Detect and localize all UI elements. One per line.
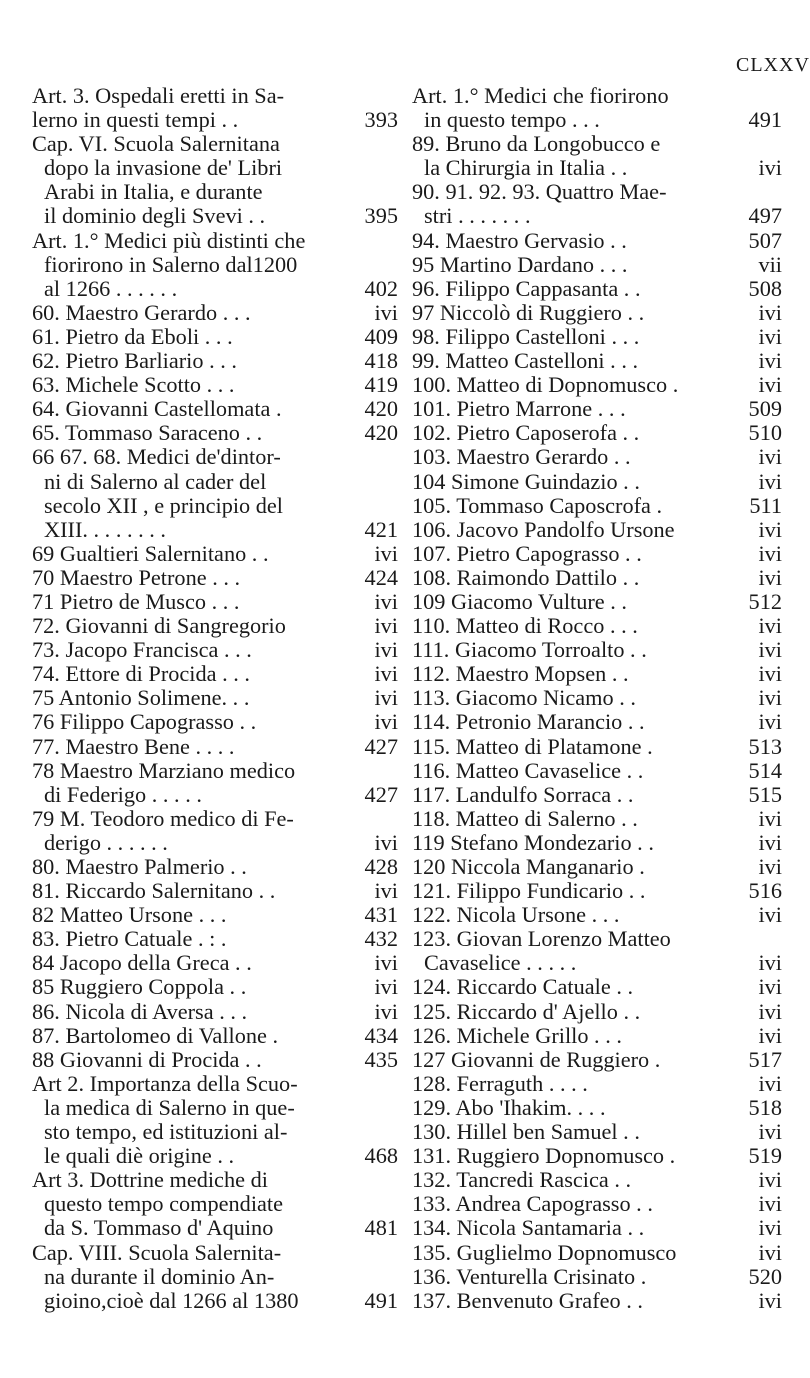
toc-entry-page: 402 [364, 275, 398, 301]
toc-entry [32, 204, 398, 228]
toc-entry-page: ivi [758, 155, 782, 181]
toc-entry [32, 1289, 398, 1313]
toc-entry-page: 424 [364, 564, 398, 590]
toc-entry-page: 409 [364, 323, 398, 349]
toc-entry-page: ivi [758, 516, 782, 542]
toc-entry [412, 470, 782, 494]
toc-entry [412, 975, 782, 999]
toc-entry-page: 507 [748, 227, 782, 253]
toc-entry-text: 77. Maestro Bene . . . . [32, 733, 235, 759]
toc-entry-page: 508 [748, 275, 782, 301]
toc-entry [412, 132, 782, 156]
toc-entry-text: 76 Filippo Capograsso . . [32, 709, 257, 735]
toc-entry [32, 710, 398, 734]
toc-entry-text: 108. Raimondo Dattilo . . [412, 564, 640, 590]
toc-entry-page: ivi [374, 299, 398, 325]
toc-entry-text: 130. Hillel ben Samuel . . [412, 1119, 640, 1145]
toc-entry [32, 397, 398, 421]
toc-entry-text: 125. Riccardo d' Ajello . . [412, 998, 641, 1024]
toc-entry [32, 1192, 398, 1216]
toc-entry-page: vii [758, 251, 782, 277]
toc-entry-text: 80. Maestro Palmerio . . [32, 854, 247, 879]
toc-entry-page: 419 [364, 372, 398, 398]
toc-entry-page: 434 [364, 1022, 398, 1048]
toc-entry-page: 519 [748, 1143, 782, 1169]
toc-entry-page: ivi [374, 878, 398, 904]
toc-entry-text: Cap. VIII. Scuola Salernita- [32, 1239, 282, 1265]
toc-entry-page: 427 [364, 781, 398, 807]
toc-entry-text: 110. Matteo di Rocco . . . [412, 613, 638, 639]
toc-entry-text: 135. Guglielmo Dopnomusco [412, 1239, 677, 1265]
toc-entry [32, 1144, 398, 1168]
toc-entry-text: sto tempo, ed istituzioni al- [44, 1119, 288, 1145]
toc-entry [412, 1168, 782, 1192]
toc-entry-text: 83. Pietro Catuale . : . [32, 926, 227, 952]
toc-entry-page: 491 [364, 1287, 398, 1313]
toc-entry [32, 951, 398, 975]
toc-entry-text: 70 Maestro Petrone . . . [32, 564, 241, 590]
toc-entry [32, 494, 398, 518]
toc-entry [412, 1000, 782, 1024]
toc-entry [412, 710, 782, 734]
toc-entry-page: 432 [364, 926, 398, 952]
toc-entry-page: 516 [748, 878, 782, 904]
toc-entry-text: 75 Antonio Solimene. . . [32, 685, 250, 711]
toc-entry-text: 113. Giacomo Nicamo . . [412, 685, 636, 711]
toc-entry [32, 662, 398, 686]
toc-entry-text: 84 Jacopo della Greca . . [32, 950, 252, 976]
toc-entry-text: Art 3. Dottrine mediche di [32, 1167, 268, 1193]
toc-entry-page: 393 [364, 107, 398, 133]
toc-entry [32, 1168, 398, 1192]
toc-entry-text: 85 Ruggiero Coppola . . [32, 974, 247, 1000]
toc-entry-page: ivi [758, 1167, 782, 1193]
toc-entry [32, 518, 398, 542]
toc-entry-page: 421 [364, 516, 398, 542]
toc-entry-page: ivi [758, 829, 782, 855]
toc-entry-page: ivi [758, 348, 782, 374]
toc-entry [412, 1241, 782, 1265]
toc-entry [412, 566, 782, 590]
toc-entry-page: ivi [374, 540, 398, 566]
page-number: CLXXV [736, 54, 810, 76]
toc-entry [32, 1265, 398, 1289]
toc-entry-text: 98. Filippo Castelloni . . . [412, 323, 640, 349]
toc-entry-page: ivi [758, 709, 782, 735]
toc-entry-page: ivi [374, 950, 398, 976]
toc-entry-text: 97 Niccolò di Ruggiero . . [412, 299, 645, 325]
toc-entry-page: 515 [748, 781, 782, 807]
toc-entry [32, 301, 398, 325]
toc-entry [412, 879, 782, 903]
toc-entry [412, 397, 782, 421]
toc-entry-text: 61. Pietro da Eboli . . . [32, 323, 233, 349]
toc-entry [412, 180, 782, 204]
toc-entry-text: 129. Abo 'Ihakim. . . . [412, 1094, 606, 1120]
toc-entry-text: 137. Benvenuto Grafeo . . [412, 1287, 643, 1313]
toc-entry-text: XIII. . . . . . . . [44, 516, 166, 542]
toc-entry-page: ivi [374, 637, 398, 663]
toc-entry-text: Arabi in Italia, e durante [44, 179, 263, 205]
toc-entry [412, 1192, 782, 1216]
toc-entry [32, 349, 398, 373]
toc-entry-text: 126. Michele Grillo . . . [412, 1022, 622, 1048]
toc-entry-page: 427 [364, 733, 398, 759]
toc-entry-text: Cavaselice . . . . . [424, 950, 577, 976]
toc-entry-text: 81. Riccardo Salernitano . . [32, 878, 276, 904]
toc-entry [32, 542, 398, 566]
toc-entry-text: 115. Matteo di Platamone . [412, 733, 653, 759]
toc-entry-page: 435 [364, 1046, 398, 1072]
toc-entry [32, 1000, 398, 1024]
toc-entry [412, 831, 782, 855]
toc-entry [412, 855, 782, 879]
toc-entry-text: 69 Gualtieri Salernitano . . [32, 540, 269, 566]
toc-entry-page: ivi [758, 998, 782, 1024]
toc-entry-text: lerno in questi tempi . . [32, 107, 239, 133]
toc-entry [32, 253, 398, 277]
toc-entry-text: 99. Matteo Castelloni . . . [412, 348, 639, 374]
toc-entry-page: 514 [748, 757, 782, 783]
toc-entry-page: 428 [364, 854, 398, 879]
toc-entry-page: 418 [364, 348, 398, 374]
toc-left-column [32, 84, 398, 1313]
toc-entry [412, 1265, 782, 1289]
toc-entry [32, 831, 398, 855]
toc-entry [412, 951, 782, 975]
toc-entry [32, 1120, 398, 1144]
toc-entry [412, 1048, 782, 1072]
toc-entry-text: 122. Nicola Ursone . . . [412, 902, 620, 928]
toc-entry [32, 325, 398, 349]
toc-entry-page: 513 [748, 733, 782, 759]
toc-entry-text: 112. Maestro Mopsen . . [412, 661, 629, 687]
toc-entry [32, 566, 398, 590]
toc-entry-text: la Chirurgia in Italia . . [424, 155, 628, 181]
toc-entry-text: na durante il dominio An- [44, 1263, 275, 1289]
toc-entry-page: ivi [758, 1287, 782, 1313]
toc-entry [32, 638, 398, 662]
toc-entry [32, 1024, 398, 1048]
toc-entry [412, 156, 782, 180]
toc-entry [412, 349, 782, 373]
toc-entry-page: 420 [364, 396, 398, 422]
toc-entry [412, 108, 782, 132]
toc-entry [32, 807, 398, 831]
toc-entry [412, 903, 782, 927]
toc-entry [412, 1072, 782, 1096]
toc-entry [32, 132, 398, 156]
toc-entry-text: gioino,cioè dal 1266 al 1380 [44, 1287, 299, 1313]
toc-entry-text: 66 67. 68. Medici de'dintor- [32, 444, 281, 470]
toc-entry-page: ivi [758, 854, 782, 879]
toc-entry-text: fiorirono in Salerno dal1200 [44, 251, 298, 277]
toc-entry-text: 124. Riccardo Catuale . . [412, 974, 634, 1000]
toc-entry-text: questo tempo compendiate [44, 1191, 284, 1217]
toc-entry-page: 481 [364, 1215, 398, 1241]
toc-entry-page: ivi [758, 1022, 782, 1048]
toc-entry [412, 301, 782, 325]
toc-entry [412, 1024, 782, 1048]
toc-entry-page: ivi [374, 661, 398, 687]
toc-entry-page: ivi [758, 540, 782, 566]
toc-entry-text: 127 Giovanni de Ruggiero . [412, 1046, 661, 1072]
toc-entry [32, 879, 398, 903]
toc-entry-page: ivi [374, 613, 398, 639]
toc-entry-text: 128. Ferraguth . . . . [412, 1070, 588, 1096]
toc-entry-page: ivi [758, 1119, 782, 1145]
toc-entry [412, 445, 782, 469]
toc-entry-text: 131. Ruggiero Dopnomusco . [412, 1143, 676, 1169]
toc-entry [412, 1144, 782, 1168]
toc-entry-page: ivi [758, 661, 782, 687]
toc-entry [412, 1289, 782, 1313]
toc-entry [32, 277, 398, 301]
toc-entry-text: 114. Petronio Marancio . . [412, 709, 645, 735]
toc-entry [32, 1241, 398, 1265]
toc-entry-text: 105. Tommaso Caposcrofa . [412, 492, 663, 518]
toc-entry-text: 73. Jacopo Francisca . . . [32, 637, 252, 663]
toc-entry [412, 518, 782, 542]
toc-entry-page: ivi [758, 1215, 782, 1241]
toc-entry-page: ivi [758, 1239, 782, 1265]
toc-entry [412, 662, 782, 686]
toc-entry [412, 927, 782, 951]
toc-entry-page: ivi [758, 564, 782, 590]
toc-entry-page: ivi [758, 372, 782, 398]
toc-entry-text: stri . . . . . . . [424, 203, 531, 229]
toc-entry [412, 421, 782, 445]
toc-entry-page: 395 [364, 203, 398, 229]
toc-entry-text: 64. Giovanni Castellomata . [32, 396, 282, 422]
toc-entry-text: 117. Landulfo Sorraca . . [412, 781, 634, 807]
toc-entry [412, 807, 782, 831]
toc-entry-page: 518 [748, 1094, 782, 1120]
toc-entry [412, 783, 782, 807]
toc-entry-page: 431 [364, 902, 398, 928]
toc-entry-text: Cap. VI. Scuola Salernitana [32, 131, 280, 157]
toc-entry [32, 156, 398, 180]
toc-entry [412, 590, 782, 614]
toc-entry [32, 1216, 398, 1240]
toc-entry [32, 1072, 398, 1096]
toc-entry-page: 512 [748, 588, 782, 614]
toc-entry-page: ivi [374, 998, 398, 1024]
toc-entry-text: 89. Bruno da Longobucco e [412, 131, 661, 157]
toc-entry [32, 590, 398, 614]
toc-entry-page: ivi [758, 1070, 782, 1096]
toc-entry-text: la medica di Salerno in que- [44, 1094, 295, 1120]
toc-entry [412, 735, 782, 759]
toc-entry [412, 277, 782, 301]
toc-entry [32, 1096, 398, 1120]
toc-entry-text: 119 Stefano Mondezario . . [412, 829, 654, 855]
toc-entry [32, 180, 398, 204]
toc-entry-text: 120 Niccola Manganario . [412, 854, 645, 879]
toc-entry [412, 373, 782, 397]
toc-entry [32, 1048, 398, 1072]
toc-entry [32, 229, 398, 253]
toc-entry-page: ivi [374, 685, 398, 711]
toc-entry [412, 325, 782, 349]
toc-entry-text: Art. 3. Ospedali eretti in Sa- [32, 83, 285, 108]
toc-entry-text: al 1266 . . . . . . [44, 275, 178, 301]
toc-entry-text: 132. Tancredi Rascica . . [412, 1167, 632, 1193]
toc-entry-page: ivi [758, 685, 782, 711]
toc-entry-text: 72. Giovanni di Sangregorio [32, 613, 286, 639]
toc-entry-text: 136. Venturella Crisinato . [412, 1263, 647, 1289]
toc-entry-text: 79 M. Teodoro medico di Fe- [32, 805, 294, 831]
toc-entry-text: derigo . . . . . . [44, 829, 168, 855]
toc-entry-text: 111. Giacomo Torroalto . . [412, 637, 647, 663]
toc-entry-text: Art. 1.° Medici che fiorirono [412, 83, 669, 108]
toc-entry-page: 520 [748, 1263, 782, 1289]
toc-entry-text: 86. Nicola di Aversa . . . [32, 998, 248, 1024]
toc-entry-text: 96. Filippo Cappasanta . . [412, 275, 641, 301]
toc-entry-text: Art. 1.° Medici più distinti che [32, 227, 306, 253]
toc-entry-text: secolo XII , e principio del [44, 492, 283, 518]
toc-entry-text: 95 Martino Dardano . . . [412, 251, 628, 277]
toc-entry-page: ivi [758, 323, 782, 349]
toc-entry [32, 927, 398, 951]
toc-entry [32, 975, 398, 999]
toc-entry-text: 87. Bartolomeo di Vallone . [32, 1022, 279, 1048]
toc-entry [32, 421, 398, 445]
toc-entry [412, 84, 782, 108]
toc-entry-text: dopo la invasione de' Libri [44, 155, 283, 181]
toc-entry-text: 88 Giovanni di Procida . . [32, 1046, 262, 1072]
toc-entry-page: ivi [758, 299, 782, 325]
toc-entry [32, 470, 398, 494]
toc-entry-text: 82 Matteo Ursone . . . [32, 902, 227, 928]
toc-entry-text: 60. Maestro Gerardo . . . [32, 299, 251, 325]
toc-entry-page: ivi [758, 805, 782, 831]
toc-entry-page: 511 [749, 492, 782, 518]
toc-entry-page: ivi [758, 468, 782, 494]
toc-entry [32, 686, 398, 710]
toc-entry [32, 783, 398, 807]
toc-entry [412, 638, 782, 662]
toc-entry [32, 445, 398, 469]
toc-entry-page: ivi [374, 588, 398, 614]
toc-entry [32, 735, 398, 759]
toc-entry [412, 542, 782, 566]
toc-entry [32, 373, 398, 397]
toc-entry [32, 108, 398, 132]
toc-entry-text: 116. Matteo Cavaselice . . [412, 757, 644, 783]
toc-entry-text: 133. Andrea Capograsso . . [412, 1191, 653, 1217]
toc-entry [412, 1216, 782, 1240]
toc-entry-text: il dominio degli Svevi . . [44, 203, 266, 229]
toc-entry-text: 78 Maestro Marziano medico [32, 757, 296, 783]
toc-entry-page: ivi [374, 829, 398, 855]
toc-entry-text: 71 Pietro de Musco . . . [32, 588, 240, 614]
toc-entry-text: 121. Filippo Fundicario . . [412, 878, 646, 904]
toc-entry-page: ivi [758, 902, 782, 928]
toc-entry-text: 103. Maestro Gerardo . . [412, 444, 631, 470]
toc-entry-page: 497 [748, 203, 782, 229]
toc-right-column [412, 84, 782, 1313]
toc-entry-text: 63. Michele Scotto . . . [32, 372, 235, 398]
toc-entry [412, 229, 782, 253]
toc-entry-text: 94. Maestro Gervasio . . [412, 227, 627, 253]
toc-entry-text: 101. Pietro Marrone . . . [412, 396, 626, 422]
toc-entry-page: ivi [374, 974, 398, 1000]
toc-entry-page: ivi [758, 637, 782, 663]
toc-entry-page: 420 [364, 420, 398, 446]
toc-entry-page: 510 [748, 420, 782, 446]
toc-entry-page: 468 [364, 1143, 398, 1169]
toc-entry-text: 106. Jacovo Pandolfo Ursone [412, 516, 675, 542]
toc-entry-page: ivi [758, 1191, 782, 1217]
toc-entry-text: 90. 91. 92. 93. Quattro Mae- [412, 179, 667, 205]
toc-entry-text: 109 Giacomo Vulture . . [412, 588, 627, 614]
toc-entry [412, 759, 782, 783]
toc-entry [32, 759, 398, 783]
toc-entry-text: 118. Matteo di Salerno . . [412, 805, 638, 831]
toc-entry [32, 84, 398, 108]
toc-entry-page: 509 [748, 396, 782, 422]
toc-entry-text: 74. Ettore di Procida . . . [32, 661, 250, 687]
toc-entry-text: 104 Simone Guindazio . . [412, 468, 640, 494]
toc-entry-text: da S. Tommaso d' Aquino [44, 1215, 274, 1241]
toc-entry [32, 903, 398, 927]
toc-entry-page: 491 [748, 107, 782, 133]
toc-entry-page: ivi [758, 613, 782, 639]
toc-entry [32, 614, 398, 638]
toc-entry-text: 65. Tommaso Saraceno . . [32, 420, 263, 446]
toc-entry-text: ni di Salerno al cader del [44, 468, 267, 494]
toc-entry [412, 204, 782, 228]
toc-entry-text: le quali diè origine . . [44, 1143, 235, 1169]
toc-entry-text: in questo tempo . . . [424, 107, 600, 133]
toc-entry [412, 494, 782, 518]
toc-entry [412, 253, 782, 277]
toc-entry-text: 100. Matteo di Dopnomusco . [412, 372, 679, 398]
toc-entry-text: 134. Nicola Santamaria . . [412, 1215, 645, 1241]
toc-entry-text: Art 2. Importanza della Scuo- [32, 1070, 298, 1096]
toc-entry-page: ivi [758, 974, 782, 1000]
toc-entry [412, 686, 782, 710]
toc-entry-text: 102. Pietro Caposerofa . . [412, 420, 640, 446]
toc-entry [32, 855, 398, 879]
toc-entry-text: di Federigo . . . . . [44, 781, 202, 807]
toc-entry-page: 517 [748, 1046, 782, 1072]
toc-entry-page: ivi [758, 444, 782, 470]
toc-entry-text: 107. Pietro Capograsso . . [412, 540, 642, 566]
toc-entry-page: ivi [758, 950, 782, 976]
toc-entry [412, 1120, 782, 1144]
toc-entry-text: 62. Pietro Barliario . . . [32, 348, 237, 374]
toc-entry-text: 123. Giovan Lorenzo Matteo [412, 926, 671, 952]
toc-entry-page: ivi [374, 709, 398, 735]
toc-entry [412, 1096, 782, 1120]
toc-entry [412, 614, 782, 638]
